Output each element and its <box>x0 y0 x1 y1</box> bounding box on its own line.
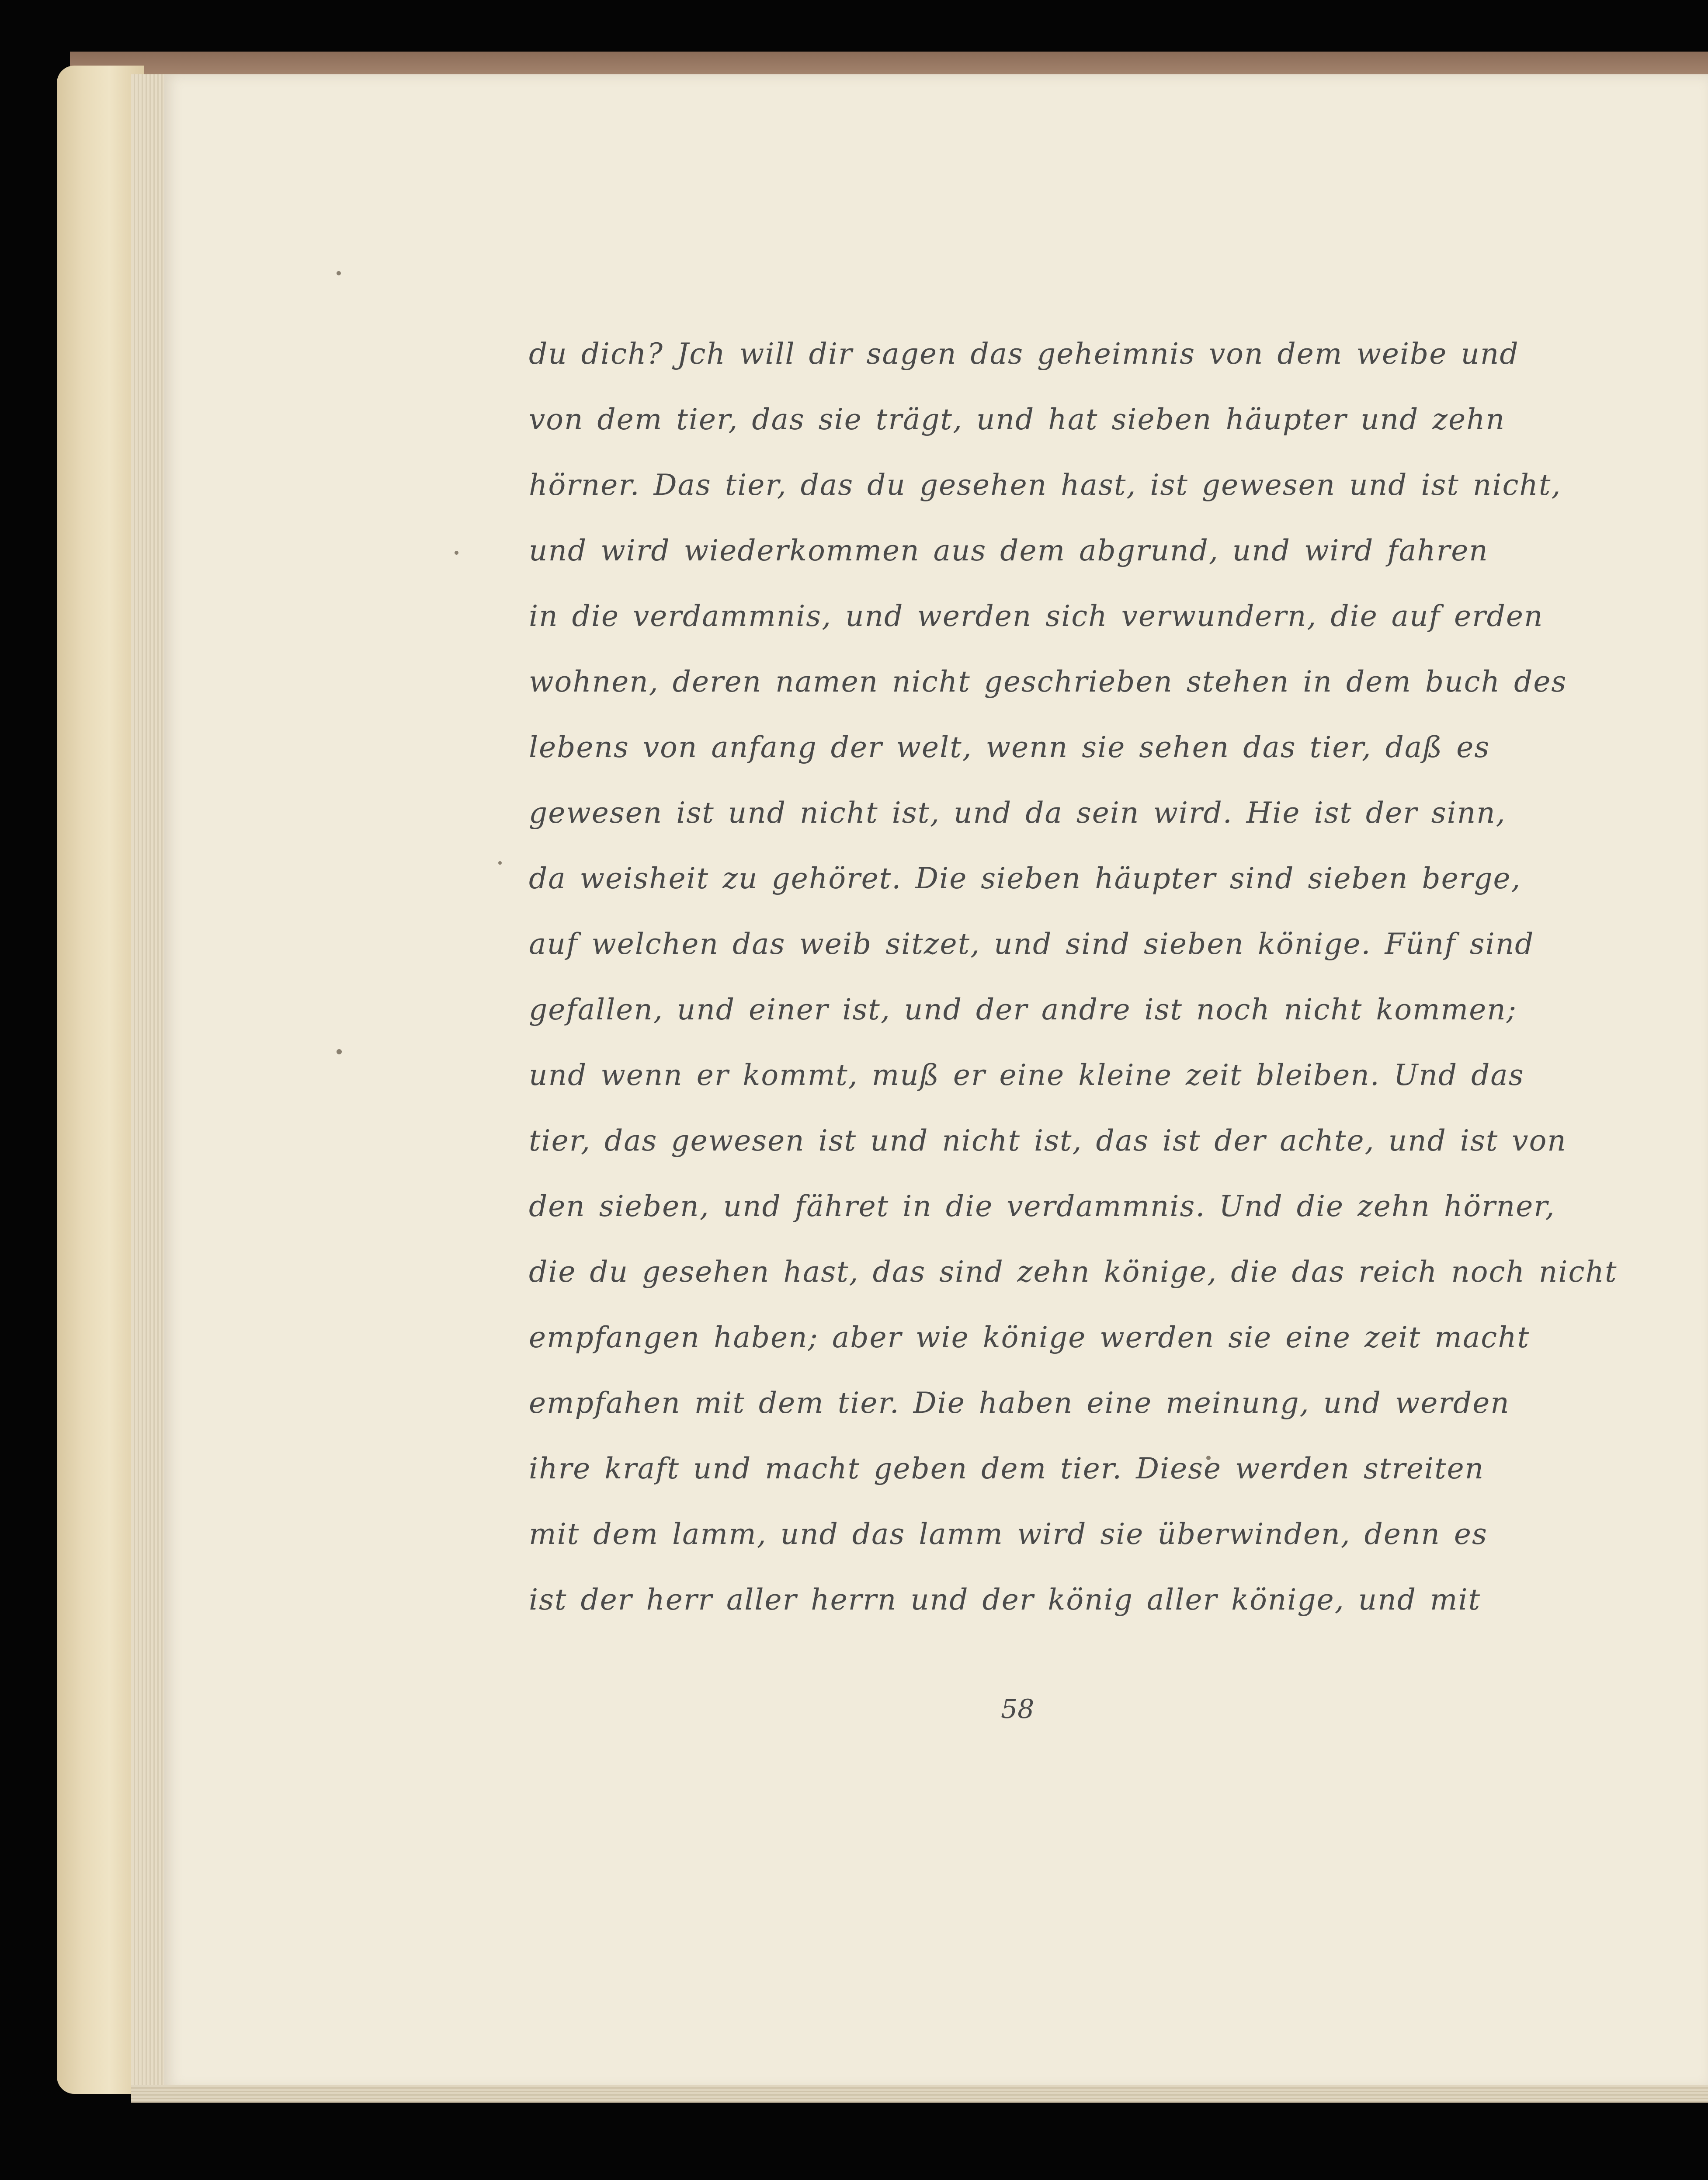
text-line: tier, das gewesen ist und nicht ist, das ist der achte, und ist von <box>529 1124 1567 1158</box>
text-line: wohnen, deren namen nicht geschrieben stehen in dem buch des <box>529 665 1567 699</box>
text-line: die du gesehen hast, das sind zehn könige, die das reich noch nicht <box>529 1255 1618 1289</box>
text-line: da weisheit zu gehöret. Die sieben häupter sind sieben berge, <box>529 862 1521 895</box>
text-line: empfangen haben; aber wie könige werden sie eine zeit macht <box>529 1321 1530 1354</box>
paper-speck <box>455 551 458 555</box>
text-line: den sieben, und fähret in die verdammnis. Und die zehn hörner, <box>529 1189 1555 1223</box>
text-line: gewesen ist und nicht ist, und da sein wird. Hie ist der sinn, <box>529 796 1506 830</box>
page-stack-bottom <box>131 2085 1708 2103</box>
text-line: und wird wiederkommen aus dem abgrund, und wird fahren <box>529 534 1489 567</box>
paper-speck <box>337 1049 342 1054</box>
text-line: in die verdammnis, und werden sich verwundern, die auf erden <box>529 599 1544 633</box>
text-line: auf welchen das weib sitzet, und sind sieben könige. Fünf sind <box>529 927 1534 961</box>
body-text <box>529 321 1618 1633</box>
text-line: hörner. Das tier, das du gesehen hast, ist gewesen und ist nicht, <box>529 468 1562 502</box>
text-line: ihre kraft und macht geben dem tier. Diese werden streiten <box>529 1452 1485 1485</box>
text-line: lebens von anfang der welt, wenn sie sehen das tier, daß es <box>529 730 1490 764</box>
text-line: empfahen mit dem tier. Die haben eine meinung, und werden <box>529 1386 1510 1420</box>
text-line: und wenn er kommt, muß er eine kleine zeit bleiben. Und das <box>529 1058 1524 1092</box>
text-line: mit dem lamm, und das lamm wird sie überwinden, denn es <box>529 1517 1488 1551</box>
text-line: von dem tier, das sie trägt, und hat sieben häupter und zehn <box>529 403 1506 436</box>
text-line: du dich? Jch will dir sagen das geheimnis von dem weibe und <box>529 337 1519 371</box>
paper-speck <box>498 861 502 865</box>
text-line: ist der herr aller herrn und der könig aller könige, und mit <box>529 1583 1481 1617</box>
page-number: 58 <box>1001 1694 1035 1725</box>
text-line: gefallen, und einer ist, und der andre ist noch nicht kommen; <box>529 993 1517 1026</box>
paper-speck <box>337 271 341 275</box>
